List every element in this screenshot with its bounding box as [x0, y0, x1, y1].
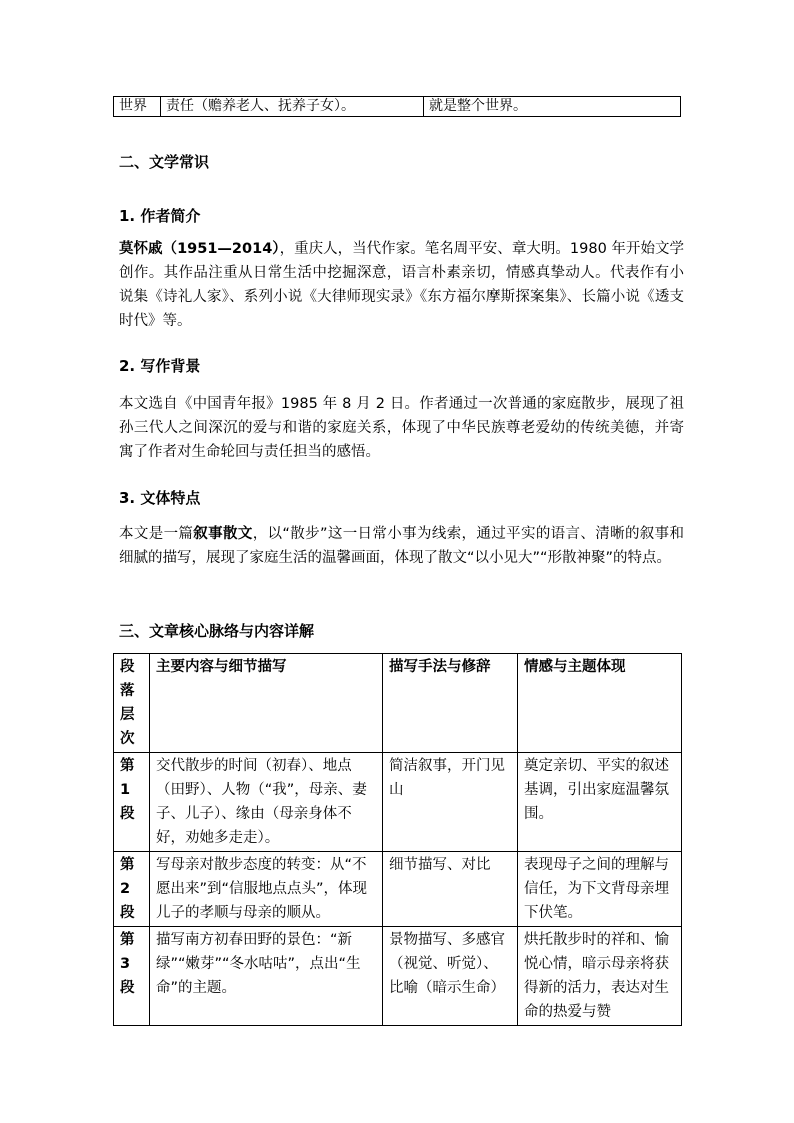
row-method: 细节描写、对比	[383, 852, 518, 927]
top-table-fragment	[113, 96, 681, 117]
genre-paragraph	[119, 522, 684, 570]
genre-text-a: 本文是一篇	[119, 526, 194, 542]
row-segment: 第 1 段	[114, 753, 150, 852]
row-content: 交代散步的时间（初春）、地点（田野）、人物（“我”，母亲、妻子、儿子）、缘由（母亲身体不好，劝她多走走）。	[150, 753, 383, 852]
row-content: 描写南方初春田野的景色：“新绿”“嫩芽”“冬水咕咕”，点出“生命”的主题。	[150, 927, 383, 1026]
subsection-title-author: 1. 作者简介	[119, 207, 201, 225]
table-header-row	[114, 654, 682, 753]
row-segment: 第 3 段	[114, 927, 150, 1026]
subsection-title-background: 2. 写作背景	[119, 357, 201, 375]
row-method: 景物描写、多感官（视觉、听觉）、比喻（暗示生命）	[383, 927, 518, 1026]
row-emotion: 烘托散步时的祥和、愉悦心情，暗示母亲将获得新的活力，表达对生命的热爱与赞	[518, 927, 682, 1026]
row-method: 简洁叙事，开门见山	[383, 753, 518, 852]
header-content: 主要内容与细节描写	[150, 654, 383, 753]
cell-responsibility: 责任（赡养老人、抚养子女）。	[161, 97, 424, 117]
author-name: 莫怀戚（1951—2014）	[119, 241, 280, 257]
structure-table	[113, 653, 682, 1026]
row-emotion: 表现母子之间的理解与信任，为下文背母亲埋下伏笔。	[518, 852, 682, 927]
header-emotion: 情感与主题体现	[518, 654, 682, 753]
genre-bold: 叙事散文	[193, 526, 253, 542]
row-content: 写母亲对散步态度的转变：从“不愿出来”到“信服地点点头”，体现儿子的孝顺与母亲的顺从。	[150, 852, 383, 927]
cell-whole-world: 就是整个世界。	[424, 97, 681, 117]
table-row	[114, 927, 682, 1026]
header-segment: 段落层次	[114, 654, 150, 753]
row-segment: 第 2 段	[114, 852, 150, 927]
author-text: ，重庆人，当代作家。笔名周平安、章大明。1980 年开始文学创作。其作品注重从日常生活中挖掘深意，语言朴素亲切，情感真挚动人。代表作有小说集《诗礼人家》、系列小说《大律师现实录》《东方福尔摩斯探案集》、长篇小说《透支时代》等。	[119, 241, 684, 329]
section-title-literary-knowledge: 二、文学常识	[119, 153, 210, 171]
subsection-title-genre: 3. 文体特点	[119, 489, 201, 507]
genre-text-b: ，以“散步”这一日常小事为线索，通过平实的语言、清晰的叙事和细腻的描写，展现了家庭生活的温馨画面，体现了散文“以小见大”“形散神聚”的特点。	[119, 526, 685, 566]
header-method: 描写手法与修辞	[383, 654, 518, 753]
cell-world: 世界	[114, 97, 161, 117]
row-emotion: 奠定亲切、平实的叙述基调，引出家庭温馨氛围。	[518, 753, 682, 852]
author-paragraph	[119, 237, 684, 333]
table-row	[114, 852, 682, 927]
section-title-structure: 三、文章核心脉络与内容详解	[119, 622, 315, 640]
background-paragraph: 本文选自《中国青年报》1985 年 8 月 2 日。作者通过一次普通的家庭散步，展现了祖孙三代人之间深沉的爱与和谐的家庭关系，体现了中华民族尊老爱幼的传统美德，并寄寓了作者对生命轮回与责任担当的感悟。	[119, 396, 684, 460]
table-row	[114, 753, 682, 852]
table-row	[114, 97, 681, 117]
